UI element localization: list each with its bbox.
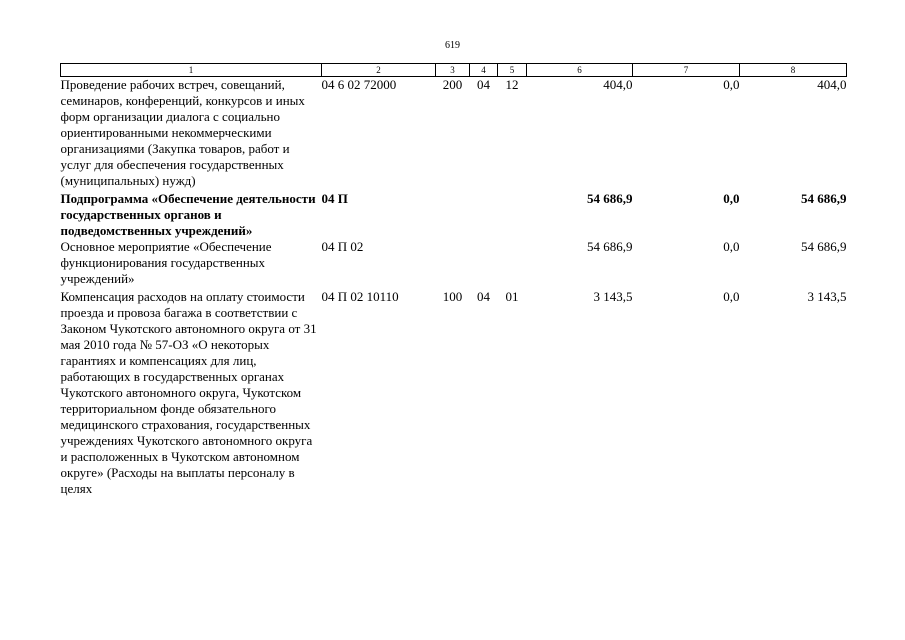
row-amount-col7: 0,0 [723, 289, 740, 304]
row-amount-total: 404,0 [603, 77, 633, 92]
row-description: Компенсация расходов на оплату стоимости проезда и провоза багажа в соответствии с Законом Чукотского автономного округа от 31 мая 2010 года № 57-ОЗ «О некоторых гарантиях и компенсациях для лиц, работающих в государственных органах Чукотского автономного округа, Чукотском территориальном фонде обязательного медицинского страхования, государственных учреждениях Чукотского автономного округа и расположенных в Чукотском автономном округе» (Расходы на выплаты персоналу в целях [60, 289, 317, 496]
column-header-3: 3 [436, 64, 470, 77]
row-subsection [498, 189, 527, 239]
row-expense-type: 100 [442, 289, 463, 304]
row-amount-col7: 0,0 [723, 239, 740, 254]
table-row [61, 287, 847, 497]
row-amount-col8: 404,0 [817, 77, 847, 92]
budget-table [60, 63, 847, 497]
row-expense-type: 200 [442, 77, 463, 92]
row-description: Основное мероприятие «Обеспечение функционирования государственных учреждений» [60, 239, 272, 286]
row-section [470, 239, 498, 287]
row-amount-total: 54 686,9 [587, 191, 633, 206]
row-amount-col8: 54 686,9 [801, 239, 847, 254]
row-subsection: 12 [505, 77, 519, 92]
row-amount-total: 54 686,9 [587, 239, 633, 254]
row-code: 04 П 02 [321, 239, 364, 254]
row-amount-col7: 0,0 [723, 191, 740, 206]
column-header-6: 6 [527, 64, 633, 77]
column-header-8: 8 [740, 64, 847, 77]
row-amount-col7: 0,0 [723, 77, 740, 92]
column-header-2: 2 [322, 64, 436, 77]
row-section [470, 189, 498, 239]
row-code: 04 П [321, 191, 348, 206]
row-section: 04 [477, 289, 490, 304]
table-row [61, 239, 847, 287]
column-header-7: 7 [633, 64, 740, 77]
table-row [61, 77, 847, 190]
row-section: 04 [477, 77, 490, 92]
row-amount-col8: 54 686,9 [801, 191, 847, 206]
row-subsection: 01 [505, 289, 519, 304]
row-amount-col8: 3 143,5 [807, 289, 847, 304]
row-subsection [498, 239, 527, 287]
row-expense-type [436, 239, 470, 287]
column-header-5: 5 [498, 64, 527, 77]
row-code: 04 П 02 10110 [321, 289, 399, 304]
row-description: Подпрограмма «Обеспечение деятельности государственных органов и подведомственных учреждений» [60, 191, 316, 238]
row-code: 04 6 02 72000 [321, 77, 397, 92]
row-description: Проведение рабочих встреч, совещаний, семинаров, конференций, конкурсов и иных форм организации диалога с социально ориентированными некоммерческими организациями (Закупка товаров, работ и услуг для обеспечения государственных (муниципальных) нужд) [60, 77, 305, 188]
table-row-subprogram [61, 189, 847, 239]
column-header-4: 4 [470, 64, 498, 77]
column-header-1: 1 [61, 64, 322, 77]
page-number: 619 [445, 40, 460, 51]
row-amount-total: 3 143,5 [593, 289, 633, 304]
column-number-header-row [61, 64, 847, 77]
row-expense-type [436, 189, 470, 239]
